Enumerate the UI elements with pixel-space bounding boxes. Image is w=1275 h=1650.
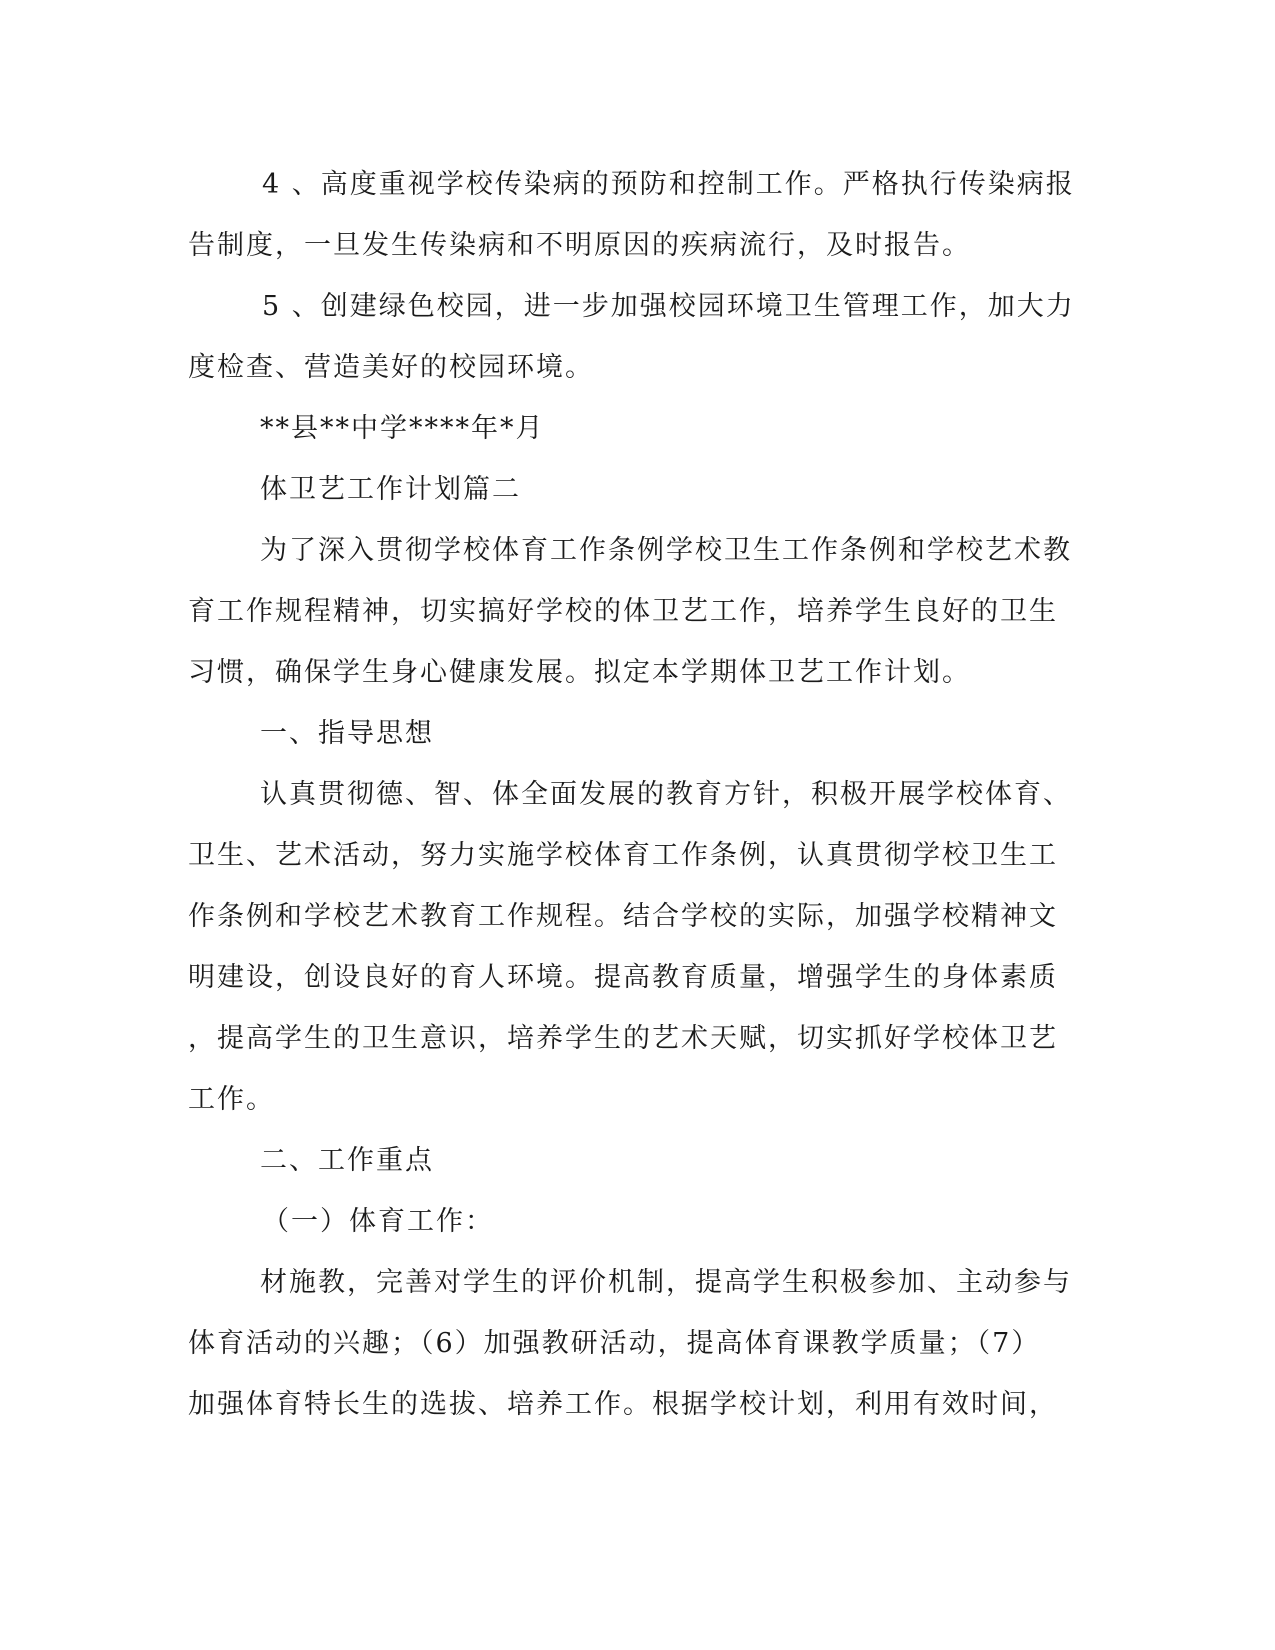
intro-paragraph-line-1: 为了深入贯彻学校体育工作条例学校卫生工作条例和学校艺术教 (260, 535, 1072, 566)
paragraph-item-5-line-1: 5 、创建绿色校园，进一步加强校园环境卫生管理工作，加大力 (262, 291, 1075, 322)
paragraph-item-5-line-2: 度检查、营造美好的校园环境。 (188, 352, 594, 383)
intro-paragraph-line-3: 习惯，确保学生身心健康发展。拟定本学期体卫艺工作计划。 (188, 657, 971, 688)
sports-paragraph-line-2: 体育活动的兴趣；（6）加强教研活动，提高体育课教学质量；（7） (188, 1328, 1041, 1359)
paragraph-item-4-line-1: 4 、高度重视学校传染病的预防和控制工作。严格执行传染病报 (262, 169, 1075, 200)
sports-paragraph-line-1: 材施教，完善对学生的评价机制，提高学生积极参加、主动参与 (260, 1267, 1072, 1298)
subheading-sports-work: （一）体育工作： (262, 1206, 494, 1237)
ideology-paragraph-line-3: 作条例和学校艺术教育工作规程。结合学校的实际，加强学校精神文 (188, 901, 1058, 932)
ideology-paragraph-line-1: 认真贯彻德、智、体全面发展的教育方针，积极开展学校体育、 (260, 779, 1072, 810)
heading-work-focus: 二、工作重点 (260, 1145, 434, 1176)
section-title: 体卫艺工作计划篇二 (260, 474, 521, 505)
sports-paragraph-line-3: 加强体育特长生的选拔、培养工作。根据学校计划，利用有效时间， (188, 1389, 1058, 1420)
signature-line: **县**中学****年*月 (260, 413, 545, 444)
ideology-paragraph-line-4: 明建设，创设良好的育人环境。提高教育质量，增强学生的身体素质 (188, 962, 1058, 993)
heading-guiding-ideology: 一、指导思想 (260, 718, 434, 749)
ideology-paragraph-line-6: 工作。 (188, 1084, 275, 1115)
ideology-paragraph-line-2: 卫生、艺术活动，努力实施学校体育工作条例，认真贯彻学校卫生工 (188, 840, 1058, 871)
ideology-paragraph-line-5: ，提高学生的卫生意识，培养学生的艺术天赋，切实抓好学校体卫艺 (188, 1023, 1058, 1054)
paragraph-item-4-line-2: 告制度，一旦发生传染病和不明原因的疾病流行，及时报告。 (188, 230, 971, 261)
intro-paragraph-line-2: 育工作规程精神，切实搞好学校的体卫艺工作，培养学生良好的卫生 (188, 596, 1058, 627)
